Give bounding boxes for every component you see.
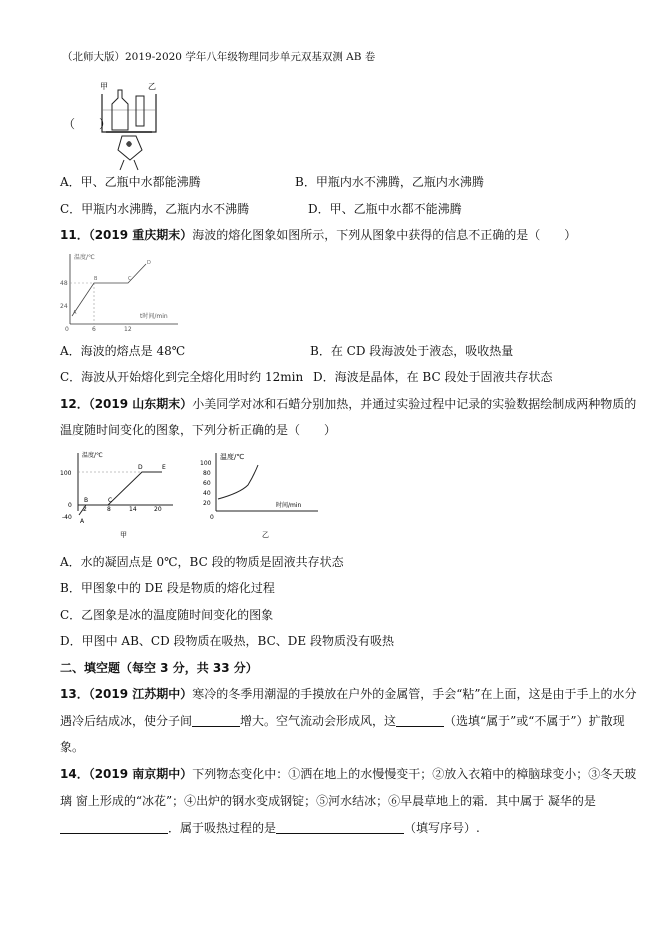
q12-yi-y-label: 温度/℃ bbox=[220, 453, 245, 461]
q13-blank-1[interactable] bbox=[192, 714, 240, 727]
q13-line1 bbox=[60, 686, 637, 702]
q11-point-a: A bbox=[73, 310, 77, 316]
q10-option-b: B．甲瓶内水不沸腾，乙瓶内水沸腾 bbox=[295, 175, 484, 189]
q11-point-d: D bbox=[147, 260, 151, 266]
q11-ytick-48: 48 bbox=[60, 280, 68, 287]
q14-text-line3a: ．属于吸热过程的是 bbox=[168, 821, 277, 835]
q13-number: 13． bbox=[60, 687, 89, 701]
q11-y-label: 温度/℃ bbox=[74, 254, 95, 261]
q12-jia-point-a: A bbox=[80, 518, 85, 525]
q14-blank-2[interactable] bbox=[276, 821, 404, 834]
q11-melting-chart bbox=[58, 250, 188, 332]
q14-text-line3b: （填写序号）. bbox=[404, 821, 480, 835]
q14-blank-1[interactable] bbox=[60, 821, 168, 834]
q12-yi-caption: 乙 bbox=[262, 531, 269, 539]
q12-option-a: A．水的凝固点是 0℃，BC 段的物质是固液共存状态 bbox=[60, 555, 344, 569]
q10-option-c: C．甲瓶内水沸腾，乙瓶内水不沸腾 bbox=[60, 202, 250, 216]
q12-option-c: C．乙图象是冰的温度随时间变化的图象 bbox=[60, 608, 274, 622]
q11-xtick-0: 0 bbox=[65, 326, 69, 332]
q13-text-line2a: 遇冷后结成冰，使分子间 bbox=[60, 714, 193, 728]
q12-jia-point-c: C bbox=[108, 497, 113, 504]
q12-jia-y-label: 温度/℃ bbox=[82, 452, 103, 459]
q12-jia-caption: 甲 bbox=[120, 531, 127, 539]
q13-line2 bbox=[60, 713, 625, 729]
q13-blank-2[interactable] bbox=[396, 714, 444, 727]
q10-answer-paren: （ ） bbox=[63, 117, 112, 131]
q13-text-line2c: （选填“属于”或“不属于”）扩散现 bbox=[444, 714, 625, 728]
q12-option-b: B．甲图象中的 DE 段是物质的熔化过程 bbox=[60, 581, 275, 595]
q11-option-d: D．海波是晶体，在 BC 段处于固液共存状态 bbox=[313, 370, 553, 384]
q12-option-d: D．甲图中 AB、CD 段物质在吸热，BC、DE 段物质没有吸热 bbox=[60, 634, 394, 648]
q12-jia-xtick-14: 14 bbox=[129, 506, 137, 513]
section-title-fill-in: 二、填空题（每空 3 分，共 33 分） bbox=[60, 661, 258, 675]
q14-text-line1: 下列物态变化中：①洒在地上的水慢慢变干；②放入衣箱中的樟脑球变小；③冬天玻 bbox=[192, 767, 637, 781]
page-header: （北师大版）2019-2020 学年八年级物理同步单元双基双测 AB 卷 bbox=[62, 51, 376, 63]
q12-stem-line2: 温度随时间变化的图象，下列分析正确的是（ ） bbox=[60, 423, 337, 437]
q12-jia-point-e: E bbox=[162, 464, 166, 471]
q11-xtick-6: 6 bbox=[92, 326, 96, 332]
q12-chart-yi bbox=[198, 447, 323, 542]
q12-yi-ytick-100: 100 bbox=[200, 460, 212, 467]
q12-text-line1: 小美同学对冰和石蜡分别加热，并通过实验过程中记录的实验数据绘制成两种物质的 bbox=[192, 397, 637, 411]
q13-source-tag: （2019 江苏期中） bbox=[88, 687, 193, 701]
q12-jia-ytick-100: 100 bbox=[60, 470, 72, 477]
q12-number: 12． bbox=[60, 397, 89, 411]
q13-text-line1: 寒冷的冬季用潮湿的手摸放在户外的金属管，手会“粘”在上面，这是由于手上的水分 bbox=[192, 687, 637, 701]
q14-line2: 璃 窗上形成的“冰花”；④出炉的钢水变成钢锭；⑤河水结冰；⑥早晨草地上的霜．其中属于 凝华的是 bbox=[60, 794, 596, 808]
q11-option-b: B．在 CD 段海波处于液态，吸收热量 bbox=[310, 344, 514, 358]
q11-x-label: t时间/min bbox=[140, 313, 168, 320]
q11-point-b: B bbox=[94, 276, 98, 282]
q12-yi-ytick-40: 40 bbox=[203, 490, 211, 497]
q12-yi-ytick-20: 20 bbox=[203, 500, 211, 507]
q13-text-line2b: 增大。空气流动会形成风，这 bbox=[240, 714, 397, 728]
q13-line3: 象。 bbox=[60, 740, 85, 754]
q14-source-tag: （2019 南京期中） bbox=[88, 767, 193, 781]
q12-chart-jia bbox=[58, 447, 178, 542]
q12-stem-line1 bbox=[60, 396, 636, 412]
q12-jia-ytick-0: 0 bbox=[68, 502, 72, 509]
q11-option-a: A．海波的熔点是 48℃ bbox=[60, 344, 186, 358]
q14-line3 bbox=[60, 820, 480, 836]
q11-stem bbox=[60, 227, 576, 243]
q11-text: 海波的熔化图象如图所示，下列从图象中获得的信息不正确的是（ ） bbox=[192, 228, 577, 242]
figure-label-jia: 甲 bbox=[100, 82, 108, 91]
figure-label-yi: 乙 bbox=[148, 82, 156, 91]
q12-yi-x-label: 时间/min bbox=[276, 502, 302, 509]
q11-ytick-24: 24 bbox=[60, 303, 68, 310]
q12-jia-xtick-20: 20 bbox=[154, 506, 162, 513]
q12-source-tag: （2019 山东期末） bbox=[88, 397, 193, 411]
q12-jia-xtick-8: 8 bbox=[107, 506, 111, 513]
q14-line1 bbox=[60, 766, 636, 782]
q11-option-c: C．海波从开始熔化到完全熔化用时约 12min bbox=[60, 370, 304, 384]
q11-xtick-12: 12 bbox=[124, 326, 132, 332]
q12-yi-ytick-80: 80 bbox=[203, 470, 211, 477]
q12-jia-xtick-2: 2 bbox=[83, 506, 87, 513]
q12-jia-ytick-neg40: -40 bbox=[62, 514, 72, 521]
q11-source-tag: （2019 重庆期末） bbox=[88, 228, 193, 242]
q12-jia-point-d: D bbox=[138, 464, 143, 471]
q10-option-a: A．甲、乙瓶中水都能沸腾 bbox=[60, 175, 201, 189]
q12-yi-xtick-0: 0 bbox=[210, 514, 214, 521]
q10-option-d: D．甲、乙瓶中水都不能沸腾 bbox=[308, 202, 462, 216]
q12-jia-point-b: B bbox=[84, 497, 89, 504]
q12-yi-ytick-60: 60 bbox=[203, 480, 211, 487]
q14-number: 14． bbox=[60, 767, 89, 781]
q11-number: 11． bbox=[60, 228, 89, 242]
q11-point-c: C bbox=[128, 276, 132, 282]
